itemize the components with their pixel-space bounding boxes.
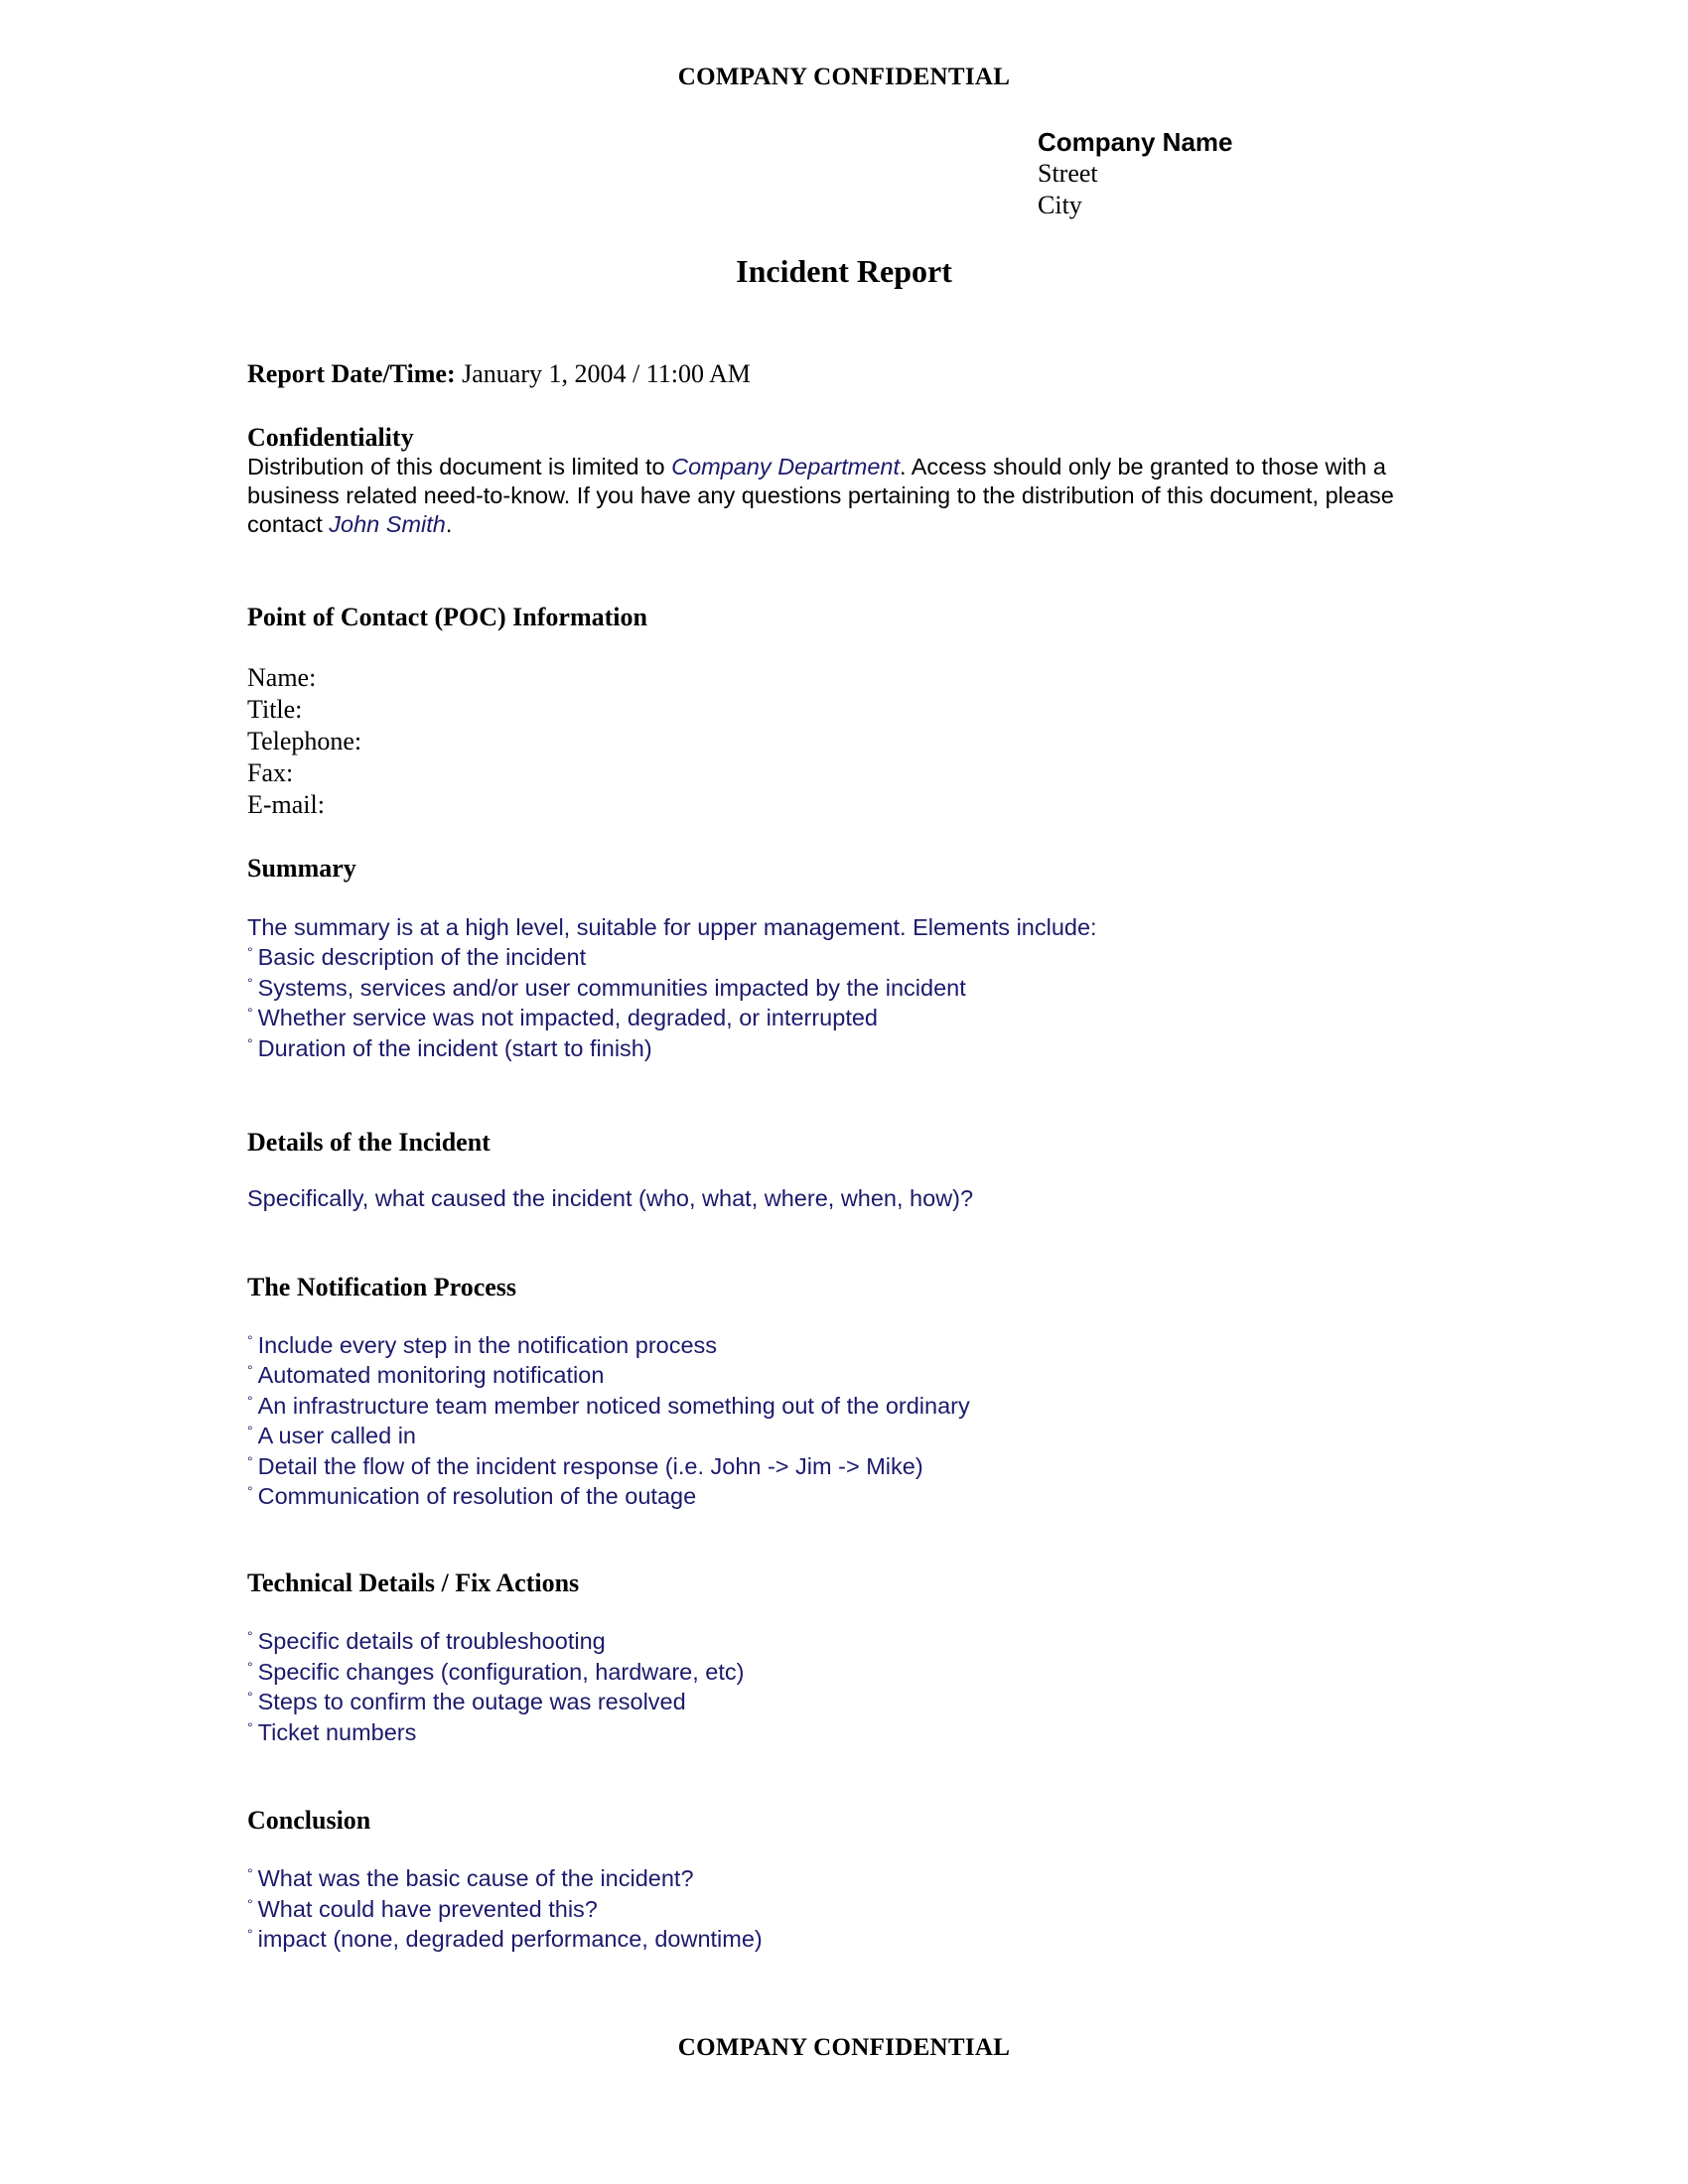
list-item (247, 1453, 923, 1480)
list-item (247, 1332, 717, 1359)
list-item-text: Detail the flow of the incident response (i.e. John -> Jim -> Mike) (257, 1453, 923, 1479)
list-item-text: Specific details of troubleshooting (257, 1628, 606, 1654)
details-text: Specifically, what caused the incident (who, what, where, when, how)? (247, 1185, 974, 1211)
bullet-icon: ° (247, 1865, 253, 1881)
bullet-icon: ° (247, 1393, 253, 1409)
poc-heading: Point of Contact (POC) Information (247, 603, 647, 631)
poc-field-name: Name: (247, 663, 317, 692)
list-item (247, 975, 966, 1002)
poc-field-telephone: Telephone: (247, 727, 362, 755)
list-item-text: Specific changes (configuration, hardware, etc) (257, 1659, 745, 1685)
company-name: Company Name (1038, 127, 1233, 157)
list-item-text: impact (none, degraded performance, downtime) (257, 1926, 763, 1952)
list-item-text: Systems, services and/or user communities impacted by the incident (257, 975, 966, 1001)
summary-heading: Summary (247, 854, 356, 883)
list-item (247, 1005, 878, 1031)
list-item-text: An infrastructure team member noticed something out of the ordinary (257, 1393, 970, 1419)
list-item (247, 1926, 763, 1953)
report-datetime-value: January 1, 2004 / 11:00 AM (462, 359, 751, 388)
list-item (247, 1865, 694, 1892)
list-item-text: What could have prevented this? (257, 1896, 598, 1922)
list-item (247, 1628, 606, 1655)
department-name: Company Department (671, 454, 900, 479)
list-item-text: What was the basic cause of the incident? (257, 1865, 694, 1891)
confidentiality-heading: Confidentiality (247, 423, 414, 452)
list-item-text: Steps to confirm the outage was resolved (257, 1689, 686, 1714)
bullet-icon: ° (247, 1005, 253, 1021)
list-item-text: Whether service was not impacted, degraded, or interrupted (257, 1005, 878, 1030)
bullet-icon: ° (247, 1453, 253, 1469)
list-item (247, 1362, 604, 1389)
summary-intro: The summary is at a high level, suitable for upper management. Elements include: (247, 914, 1097, 940)
conclusion-heading: Conclusion (247, 1806, 371, 1835)
bullet-icon: ° (247, 975, 253, 991)
details-heading: Details of the Incident (247, 1128, 491, 1157)
contact-name: John Smith (329, 511, 446, 537)
report-datetime-label: Report Date/Time: (247, 359, 456, 388)
confidentiality-text-1: Distribution of this document is limited to (247, 454, 672, 479)
bullet-icon: ° (247, 1628, 253, 1644)
page-title: Incident Report (736, 253, 952, 289)
footer-confidential: COMPANY CONFIDENTIAL (677, 2034, 1011, 2061)
list-item (247, 1896, 598, 1923)
company-city: City (1038, 191, 1082, 219)
list-item-text: Include every step in the notification process (257, 1332, 718, 1358)
list-item (247, 944, 586, 971)
bullet-icon: ° (247, 1689, 253, 1705)
poc-field-title: Title: (247, 695, 303, 724)
bullet-icon: ° (247, 1926, 253, 1942)
header-confidential: COMPANY CONFIDENTIAL (677, 64, 1011, 90)
bullet-icon: ° (247, 1483, 253, 1499)
bullet-icon: ° (247, 1659, 253, 1675)
confidentiality-text-3: . (445, 511, 453, 537)
confidentiality-text (247, 453, 1419, 539)
confidentiality-text-2: . Access should only be granted to those with a business related need-to-know. If you have any questions pertaining to the distribution of this document, please contact (247, 454, 1394, 537)
bullet-icon: ° (247, 1423, 253, 1438)
poc-field-email: E-mail: (247, 790, 325, 819)
bullet-icon: ° (247, 1362, 253, 1378)
list-item (247, 1719, 416, 1746)
list-item (247, 1659, 744, 1686)
notification-heading: The Notification Process (247, 1273, 517, 1301)
bullet-icon: ° (247, 1035, 253, 1051)
list-item (247, 1423, 416, 1449)
poc-field-fax: Fax: (247, 758, 294, 787)
company-street: Street (1038, 159, 1098, 188)
list-item-text: A user called in (257, 1423, 416, 1448)
bullet-icon: ° (247, 1896, 253, 1912)
list-item (247, 1689, 686, 1715)
list-item (247, 1035, 652, 1062)
bullet-icon: ° (247, 1719, 253, 1735)
bullet-icon: ° (247, 944, 253, 960)
list-item-text: Ticket numbers (257, 1719, 417, 1745)
report-datetime (247, 359, 751, 389)
bullet-icon: ° (247, 1332, 253, 1348)
list-item (247, 1483, 696, 1510)
list-item (247, 1393, 970, 1420)
list-item-text: Automated monitoring notification (257, 1362, 605, 1388)
list-item-text: Duration of the incident (start to finish) (257, 1035, 652, 1061)
list-item-text: Communication of resolution of the outage (257, 1483, 697, 1509)
list-item-text: Basic description of the incident (257, 944, 587, 970)
technical-heading: Technical Details / Fix Actions (247, 1569, 580, 1597)
